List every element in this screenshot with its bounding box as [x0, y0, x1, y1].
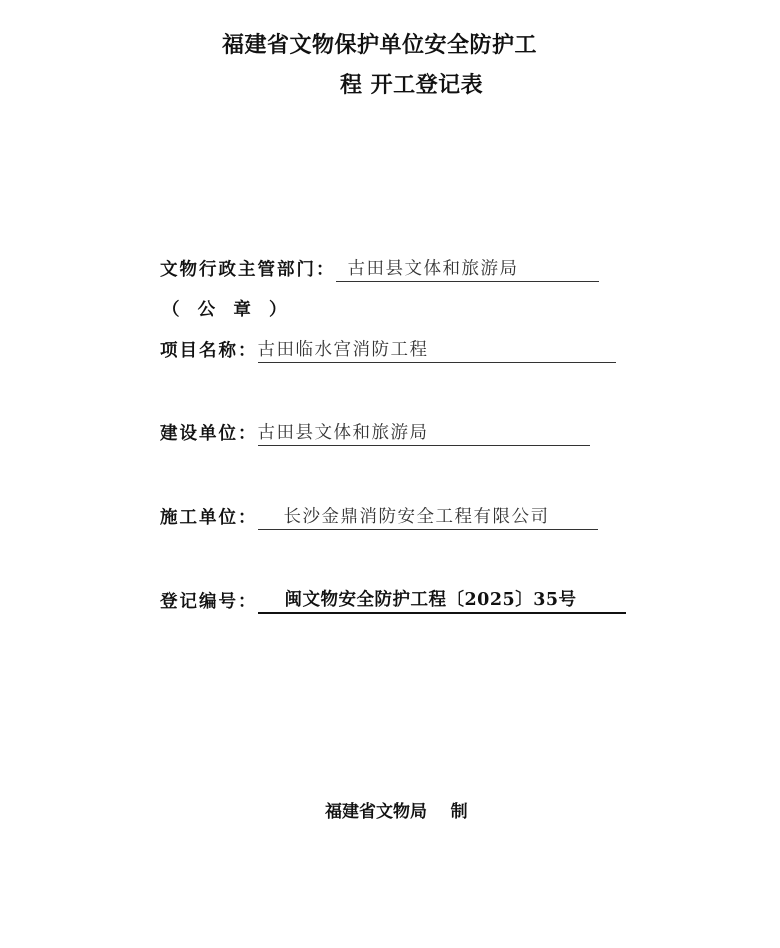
project-name-value: 古田临水宫消防工程	[257, 340, 429, 360]
registration-number-value: 闽文物安全防护工程〔2025〕35号	[284, 590, 577, 610]
authority-row	[160, 256, 599, 282]
authority-value: 古田县文体和旅游局	[347, 259, 519, 279]
contractor-field	[258, 505, 598, 530]
contractor-value: 长沙金鼎消防安全工程有限公司	[283, 507, 550, 527]
construction-owner-field	[258, 421, 590, 446]
contractor-row	[160, 504, 598, 530]
registration-number-row	[160, 588, 626, 614]
construction-owner-label: 建设单位：	[160, 424, 258, 444]
contractor-label: 施工单位：	[160, 508, 258, 528]
issuer-footer: 福建省文物局 制	[325, 802, 468, 822]
registration-number-field	[258, 588, 626, 614]
authority-label: 文物行政主管部门：	[160, 260, 336, 280]
construction-owner-value: 古田县文体和旅游局	[257, 423, 429, 443]
project-name-label: 项目名称：	[160, 341, 258, 361]
authority-field	[336, 257, 599, 282]
project-name-row	[160, 337, 616, 363]
document-title-line2: 程 开工登记表	[340, 72, 484, 98]
document-title-line1: 福建省文物保护单位安全防护工	[222, 32, 538, 58]
official-seal-note: （ 公 章 ）	[162, 300, 289, 320]
registration-number-label: 登记编号：	[160, 592, 258, 612]
project-name-field	[258, 338, 616, 363]
construction-owner-row	[160, 420, 590, 446]
